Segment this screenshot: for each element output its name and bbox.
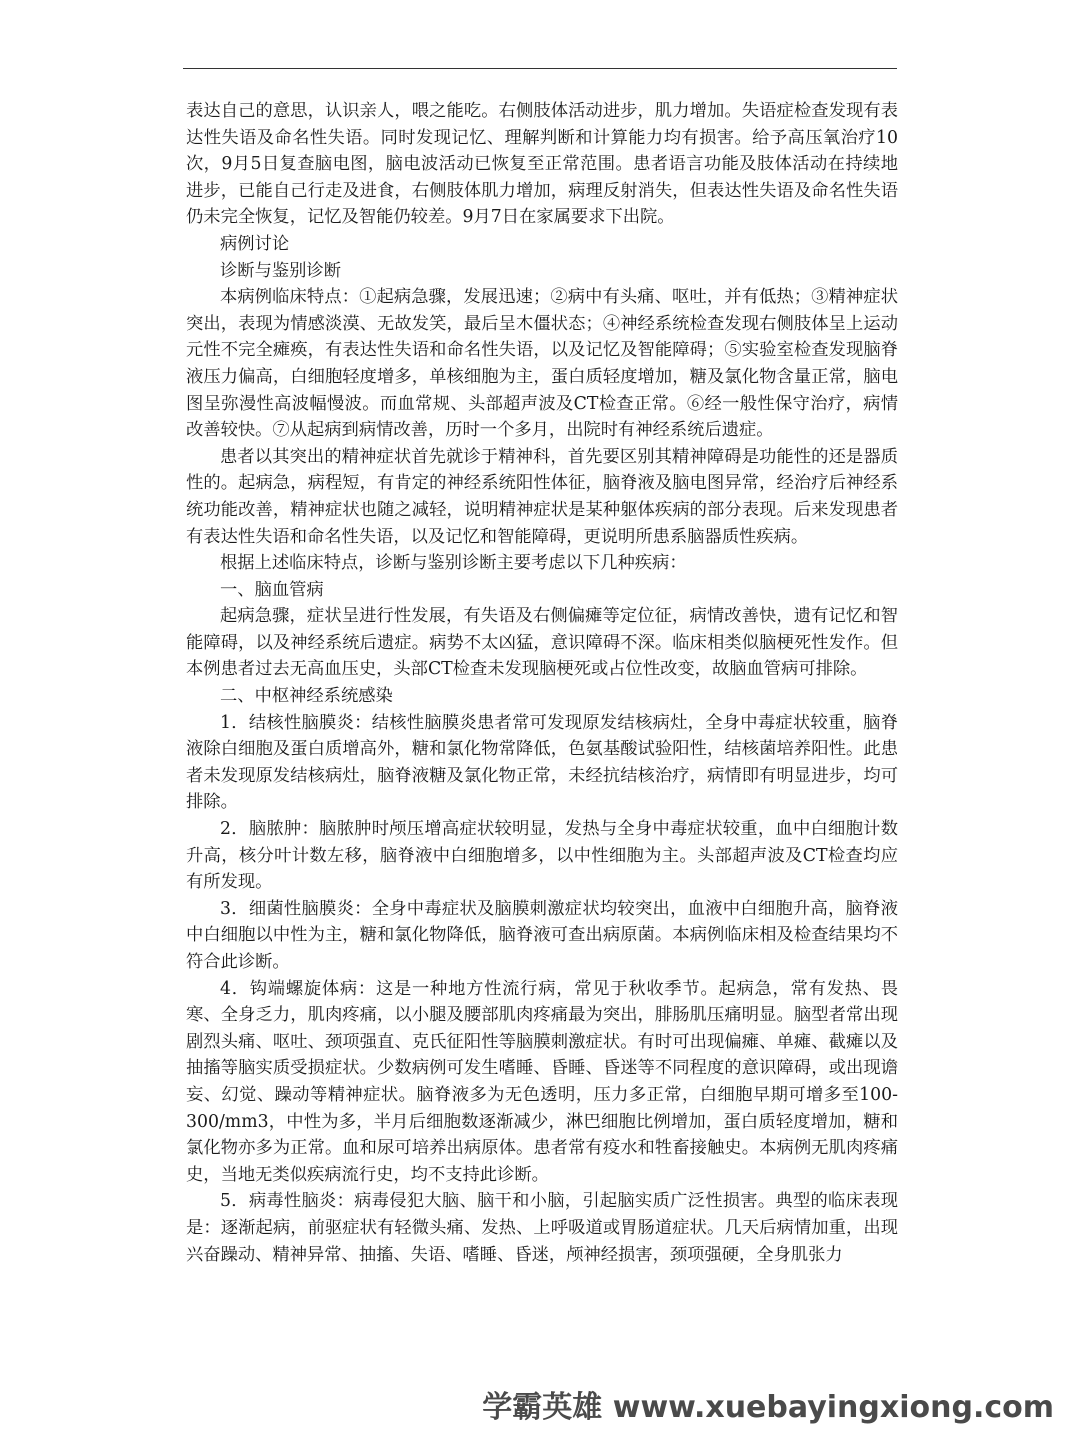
paragraph: 3．细菌性脑膜炎：全身中毒症状及脑膜刺激症状均较突出，血液中白细胞升高，脑脊液中白细胞以中性为主，糖和氯化物降低，脑脊液可查出病原菌。本病例临床相及检查结果均不符合此诊断。 [186,898,898,972]
paragraph: 1．结核性脑膜炎：结核性脑膜炎患者常可发现原发结核病灶，全身中毒症状较重，脑脊液除白细胞及蛋白质增高外，糖和氯化物常降低，色氨基酸试验阳性，结核菌培养阳性。此患者未发现原发结核病灶，脑脊液糖及氯化物正常，未经抗结核治疗，病情即有明显进步，均可排除。 [186,712,898,813]
section-heading: 二、中枢神经系统感染 [220,686,393,707]
header-rule [183,68,897,69]
section-heading: 诊断与鉴别诊断 [220,260,341,281]
paragraph: 表达自己的意思，认识亲人，喂之能吃。右侧肢体活动进步，肌力增加。失语症检查发现有表达性失语及命名性失语。同时发现记忆、理解判断和计算能力均有损害。给予高压氧治疗10次，9月5日复查脑电图，脑电波活动已恢复至正常范围。患者语言功能及肢体活动在持续地进步，已能自己行走及进食，右侧肢体肌力增加，病理反射消失，但表达性失语及命名性失语仍未完全恢复，记忆及智能仍较差。9月7日在家属要求下出院。 [186,101,898,228]
paragraph: 5．病毒性脑炎：病毒侵犯大脑、脑干和小脑，引起脑实质广泛性损害。典型的临床表现是：逐渐起病，前驱症状有轻微头痛、发热、上呼吸道或胃肠道症状。几天后病情加重，出现兴奋躁动、精神异常、抽搐、失语、嗜睡、昏迷，颅神经损害，颈项强硬，全身肌张力 [186,1191,898,1265]
paragraph: 起病急骤，症状呈进行性发展，有失语及右侧偏瘫等定位征，病情改善快，遗有记忆和智能障碍，以及神经系统后遗症。病势不太凶猛，意识障碍不深。临床相类似脑梗死性发作。但本例患者过去无高血压史，头部CT检查未发现脑梗死或占位性改变，故脑血管病可排除。 [186,606,898,680]
paragraph: 根据上述临床特点，诊断与鉴别诊断主要考虑以下几种疾病： [220,553,687,574]
site-watermark: 学霸英雄 www.xuebayingxiong.com [482,1390,1054,1425]
section-heading: 一、脑血管病 [220,579,324,600]
paragraph: 患者以其突出的精神症状首先就诊于精神科，首先要区别其精神障碍是功能性的还是器质性的。起病急，病程短，有肯定的神经系统阳性体征，脑脊液及脑电图异常，经治疗后神经系统功能改善，精神症状也随之减轻，说明精神症状是某种躯体疾病的部分表现。后来发现患者有表达性失语和命名性失语，以及记忆和智能障碍，更说明所患系脑器质性疾病。 [186,446,898,547]
paragraph: 4．钩端螺旋体病：这是一种地方性流行病，常见于秋收季节。起病急，常有发热、畏寒、全身乏力，肌肉疼痛，以小腿及腰部肌肉疼痛最为突出，腓肠肌压痛明显。脑型者常出现剧烈头痛、呕吐、颈项强直、克氏征阳性等脑膜刺激症状。有时可出现偏瘫、单瘫、截瘫以及抽搐等脑实质受损症状。少数病例可发生嗜睡、昏睡、昏迷等不同程度的意识障碍，或出现谵妄、幻觉、躁动等精神症状。脑脊液多为无色透明，压力多正常，白细胞早期可增多至100-300/mm3，中性为多，半月后细胞数逐渐减少，淋巴细胞比例增加，蛋白质轻度增加，糖和氯化物亦多为正常。血和尿可培养出病原体。患者常有疫水和牲畜接触史。本病例无肌肉疼痛史，当地无类似疾病流行史，均不支持此诊断。 [186,978,898,1185]
document-body [186,98,898,1268]
paragraph: 本病例临床特点：①起病急骤，发展迅速；②病中有头痛、呕吐，并有低热；③精神症状突出，表现为情感淡漠、无故发笑，最后呈木僵状态；④神经系统检查发现右侧肢体呈上运动元性不完全瘫痪，有表达性失语和命名性失语，以及记忆及智能障碍；⑤实验室检查发现脑脊液压力偏高，白细胞轻度增多，单核细胞为主，蛋白质轻度增加，糖及氯化物含量正常，脑电图呈弥漫性高波幅慢波。而血常规、头部超声波及CT检查正常。⑥经一般性保守治疗，病情改善较快。⑦从起病到病情改善，历时一个多月，出院时有神经系统后遗症。 [186,287,898,441]
section-heading: 病例讨论 [220,233,290,254]
paragraph: 2．脑脓肿：脑脓肿时颅压增高症状较明显，发热与全身中毒症状较重，血中白细胞计数升高，核分叶计数左移，脑脊液中白细胞增多，以中性细胞为主。头部超声波及CT检查均应有所发现。 [186,819,898,893]
